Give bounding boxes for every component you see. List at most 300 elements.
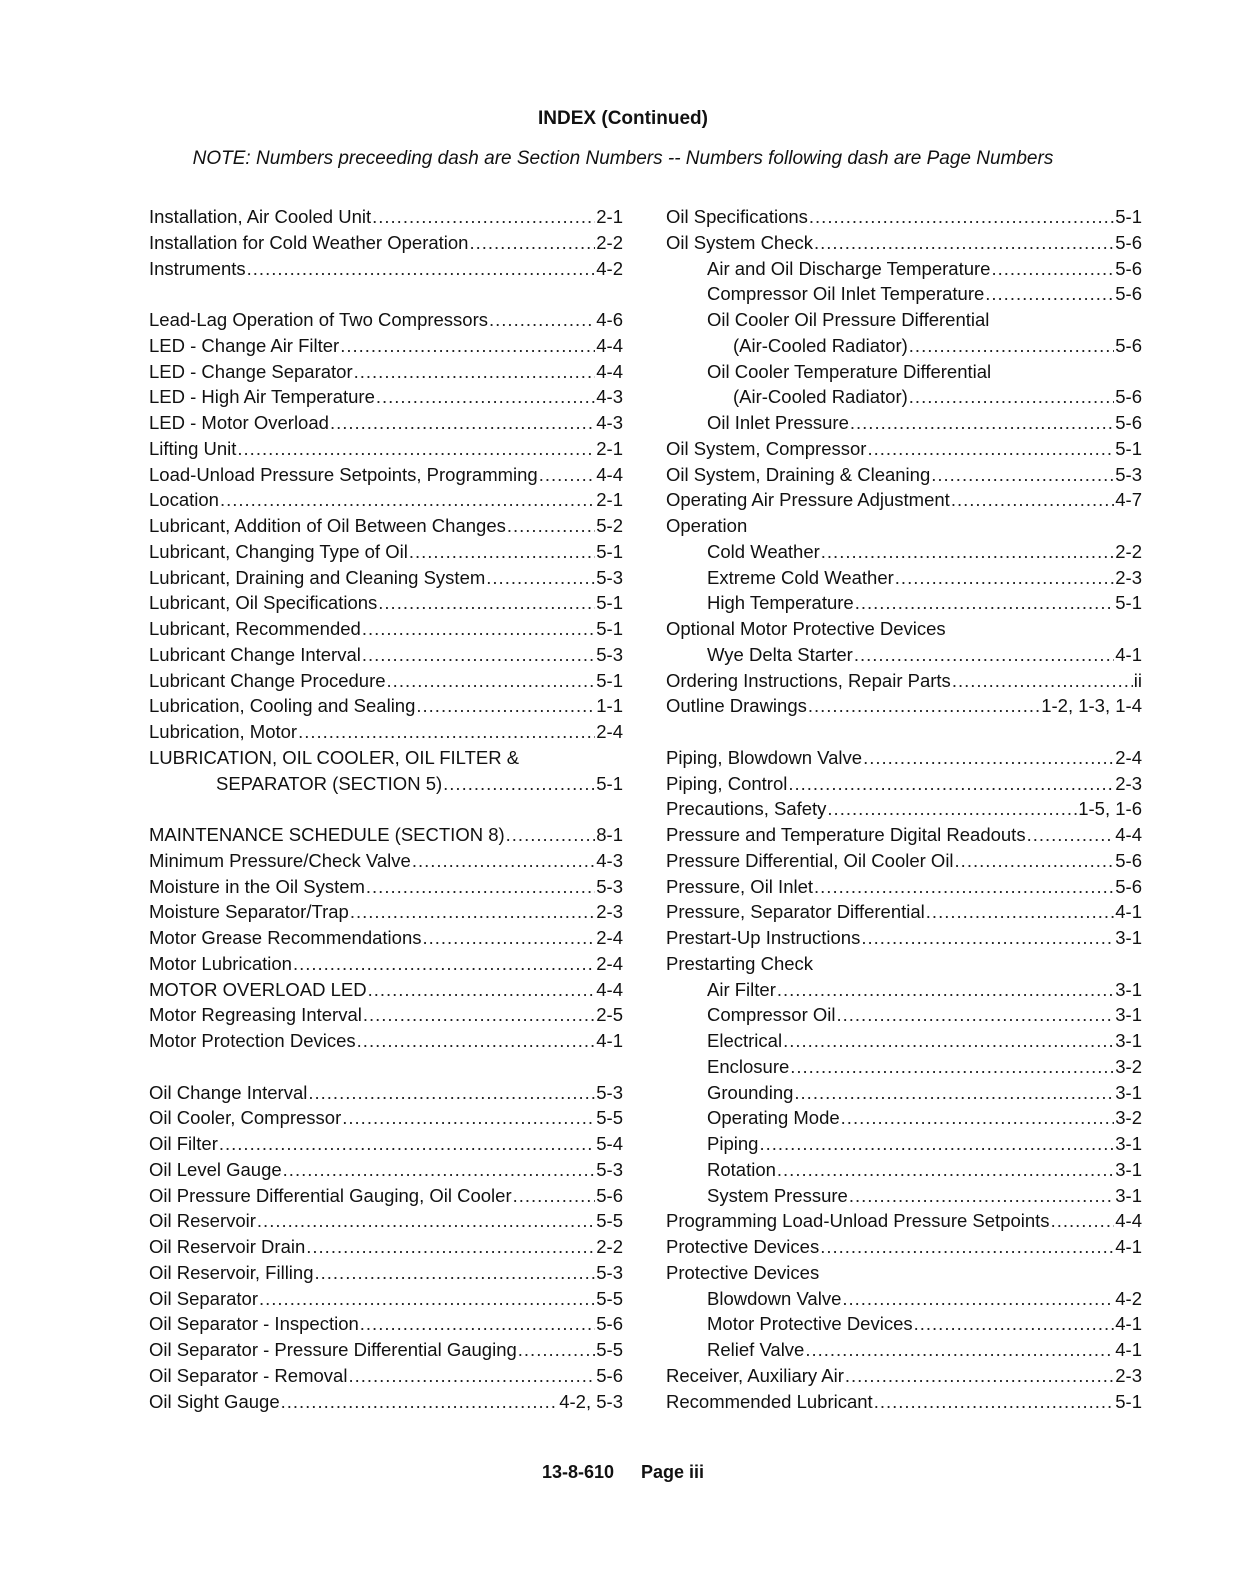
index-entry-page: 2-1 bbox=[596, 206, 623, 227]
index-entry-label: LED - High Air Temperature bbox=[149, 386, 375, 408]
dot-leader bbox=[909, 384, 1114, 410]
dot-leader bbox=[330, 410, 595, 436]
dot-leader bbox=[951, 487, 1114, 513]
dot-leader bbox=[283, 1157, 596, 1183]
index-entry bbox=[149, 487, 623, 513]
dot-leader bbox=[809, 204, 1114, 230]
index-entry-page: 4-3 bbox=[596, 412, 623, 433]
dot-leader bbox=[412, 848, 595, 874]
index-entry-page: 4-4 bbox=[596, 360, 623, 382]
dot-leader bbox=[914, 1311, 1115, 1337]
dot-leader bbox=[257, 1208, 595, 1234]
index-entry-page: 4-1 bbox=[596, 1030, 623, 1051]
index-entry bbox=[666, 333, 1142, 359]
dot-leader bbox=[759, 1131, 1114, 1157]
index-entry bbox=[149, 1183, 623, 1209]
index-entry bbox=[149, 1286, 623, 1312]
index-entry-page: 5-5 bbox=[596, 1210, 623, 1232]
index-entry bbox=[149, 204, 623, 230]
index-entry-page: 5-1 bbox=[1115, 437, 1142, 459]
dot-leader bbox=[539, 462, 596, 488]
index-entry-label: Oil Separator - Removal bbox=[149, 1364, 348, 1386]
dot-leader bbox=[362, 616, 595, 642]
index-entry bbox=[666, 1131, 1142, 1157]
index-entry-page: 4-1 bbox=[1115, 1236, 1142, 1257]
index-entry bbox=[666, 204, 1142, 230]
index-entry bbox=[666, 256, 1142, 282]
index-entry-page: 3-1 bbox=[1115, 1158, 1142, 1180]
index-entry bbox=[149, 590, 623, 616]
index-entry-label: Grounding bbox=[707, 1081, 794, 1103]
dot-leader bbox=[845, 1363, 1114, 1389]
index-entry bbox=[666, 1157, 1142, 1183]
dot-leader bbox=[909, 333, 1114, 359]
index-entry-label: Oil Reservoir Drain bbox=[149, 1236, 306, 1257]
index-entry-label: Pressure and Temperature Digital Readouts bbox=[666, 824, 1026, 845]
index-entry-label: Operation bbox=[666, 515, 748, 536]
index-entry bbox=[666, 307, 1142, 333]
dot-leader bbox=[895, 565, 1114, 591]
index-entry-page: 2-2 bbox=[596, 1236, 623, 1257]
dot-leader bbox=[820, 1234, 1114, 1260]
dot-leader bbox=[867, 436, 1114, 462]
dot-leader bbox=[387, 668, 596, 694]
index-entry-page: 4-1 bbox=[1115, 1339, 1142, 1360]
index-entry-label: Oil Separator bbox=[149, 1287, 258, 1309]
index-entry-label: Minimum Pressure/Check Valve bbox=[149, 849, 411, 871]
index-entry-page: 3-1 bbox=[1115, 927, 1142, 948]
index-entry-page: 5-6 bbox=[1115, 412, 1142, 433]
index-entry bbox=[149, 384, 623, 410]
index-entry-page: 5-3 bbox=[596, 1081, 623, 1103]
index-entry-label: Piping, Blowdown Valve bbox=[666, 746, 863, 768]
index-entry-page: 1-5, 1-6 bbox=[1078, 798, 1142, 820]
index-entry-label: Electrical bbox=[707, 1030, 783, 1051]
index-entry-page: 8-1 bbox=[596, 824, 623, 845]
index-entry-label: Wye Delta Starter bbox=[707, 643, 853, 665]
index-entry bbox=[149, 719, 623, 745]
index-entry-label: Outline Drawings bbox=[666, 695, 807, 717]
index-entry-label: Piping bbox=[707, 1133, 759, 1154]
index-entry-label: Motor Regreasing Interval bbox=[149, 1004, 362, 1026]
dot-leader bbox=[219, 1131, 595, 1157]
index-entry-page: 5-1 bbox=[1115, 1390, 1142, 1412]
index-entry-page: 5-6 bbox=[1115, 849, 1142, 871]
index-entry-page: 5-5 bbox=[596, 1287, 623, 1309]
index-entry-page: 5-6 bbox=[596, 1184, 623, 1206]
index-entry bbox=[666, 925, 1142, 951]
index-entry bbox=[666, 1028, 1142, 1054]
index-entry-label: LUBRICATION, OIL COOLER, OIL FILTER & bbox=[149, 746, 520, 768]
index-entry bbox=[149, 1260, 623, 1286]
index-entry-label: LED - Motor Overload bbox=[149, 412, 329, 433]
dot-leader bbox=[513, 1183, 596, 1209]
index-entry bbox=[666, 359, 1142, 385]
dot-leader bbox=[340, 333, 595, 359]
index-entry-label: (Air-Cooled Radiator) bbox=[733, 334, 908, 356]
index-entry bbox=[666, 642, 1142, 668]
index-entry bbox=[149, 307, 623, 333]
index-entry-page: ii bbox=[1133, 669, 1142, 691]
index-entry-page: 2-3 bbox=[1115, 566, 1142, 588]
dot-leader bbox=[378, 590, 595, 616]
dot-leader bbox=[443, 771, 595, 797]
index-entry bbox=[666, 1234, 1142, 1260]
dot-leader bbox=[247, 256, 596, 282]
index-entry bbox=[149, 874, 623, 900]
dot-leader bbox=[360, 1311, 595, 1337]
index-entry-page: 5-6 bbox=[1115, 386, 1142, 408]
index-entry bbox=[666, 1363, 1142, 1389]
dot-leader bbox=[298, 719, 595, 745]
index-entry bbox=[149, 513, 623, 539]
index-entry-label: LED - Change Separator bbox=[149, 360, 353, 382]
dot-leader bbox=[805, 1337, 1114, 1363]
index-entry-page: 5-1 bbox=[1115, 592, 1142, 614]
index-entry bbox=[149, 1208, 623, 1234]
dot-leader bbox=[855, 590, 1115, 616]
index-entry-page: 5-6 bbox=[1115, 257, 1142, 279]
index-entry-label: High Temperature bbox=[707, 592, 854, 614]
index-note: NOTE: Numbers preceeding dash are Section Numbers -- Numbers following dash are Page Numbers bbox=[192, 148, 1054, 169]
index-entry-label: Compressor Oil bbox=[707, 1004, 836, 1026]
dot-leader bbox=[814, 230, 1114, 256]
dot-leader bbox=[837, 1002, 1115, 1028]
dot-leader bbox=[506, 822, 596, 848]
dot-leader bbox=[861, 925, 1114, 951]
index-entry-page: 3-1 bbox=[1115, 1184, 1142, 1206]
dot-leader bbox=[874, 1389, 1115, 1415]
index-entry-page: 5-6 bbox=[1115, 231, 1142, 253]
dot-leader bbox=[777, 1157, 1114, 1183]
index-entry bbox=[149, 616, 623, 642]
index-entry bbox=[149, 1363, 623, 1389]
dot-leader bbox=[354, 359, 596, 385]
index-entry bbox=[666, 745, 1142, 771]
index-entry bbox=[149, 1131, 623, 1157]
index-entry-page: 4-1 bbox=[1115, 643, 1142, 665]
index-entry-page: 3-1 bbox=[1115, 1030, 1142, 1051]
index-entry bbox=[666, 1260, 1142, 1286]
dot-leader bbox=[422, 925, 595, 951]
index-entry-label: Oil Reservoir, Filling bbox=[149, 1261, 314, 1283]
index-entry-label: Oil Specifications bbox=[666, 206, 808, 227]
index-entry bbox=[149, 462, 623, 488]
index-entry-label: Lubricant, Addition of Oil Between Changes bbox=[149, 515, 506, 536]
index-entry bbox=[666, 1337, 1142, 1363]
index-entry-page: 5-4 bbox=[596, 1133, 623, 1154]
dot-leader bbox=[849, 1183, 1114, 1209]
index-entry bbox=[666, 899, 1142, 925]
index-entry-label: Lubricant, Draining and Cleaning System bbox=[149, 566, 486, 588]
index-entry bbox=[666, 565, 1142, 591]
dot-leader bbox=[372, 204, 595, 230]
index-entry bbox=[149, 1337, 623, 1363]
index-entry-page: 2-4 bbox=[1115, 746, 1142, 768]
index-entry-page: 4-1 bbox=[1115, 1313, 1142, 1335]
dot-leader bbox=[827, 796, 1077, 822]
index-entry-label: Receiver, Auxiliary Air bbox=[666, 1364, 844, 1386]
dot-leader bbox=[366, 874, 595, 900]
dot-leader bbox=[991, 256, 1114, 282]
index-entry bbox=[149, 693, 623, 719]
index-entry-page: 2-4 bbox=[596, 721, 623, 742]
dot-leader bbox=[507, 513, 595, 539]
index-entry bbox=[666, 410, 1142, 436]
index-entry-page: 2-1 bbox=[596, 437, 623, 459]
index-right-column bbox=[666, 204, 1142, 1414]
dot-leader bbox=[788, 771, 1114, 797]
dot-leader bbox=[808, 693, 1040, 719]
blank-row bbox=[149, 281, 623, 307]
index-entry-label: Optional Motor Protective Devices bbox=[666, 618, 946, 639]
index-entry-page: 2-1 bbox=[596, 489, 623, 511]
index-entry bbox=[666, 1286, 1142, 1312]
index-entry-page: 3-1 bbox=[1115, 978, 1142, 1000]
index-entry-label: Location bbox=[149, 489, 219, 511]
blank-row bbox=[149, 796, 623, 822]
index-entry-label: Piping, Control bbox=[666, 772, 788, 794]
index-entry-page: 4-2 bbox=[596, 257, 623, 279]
index-entry bbox=[666, 1208, 1142, 1234]
index-entry bbox=[666, 951, 1142, 977]
index-entry-label: Oil System, Draining & Cleaning bbox=[666, 463, 931, 485]
index-entry-page: 5-3 bbox=[1115, 463, 1142, 485]
index-entry-label: Oil Pressure Differential Gauging, Oil Cooler bbox=[149, 1184, 512, 1206]
index-entry-label: Oil Separator - Inspection bbox=[149, 1313, 359, 1335]
index-entry-label: Load-Unload Pressure Setpoints, Programming bbox=[149, 463, 538, 485]
index-entry-label: Motor Grease Recommendations bbox=[149, 927, 422, 948]
index-entry-label: Lubricant Change Procedure bbox=[149, 669, 386, 691]
dot-leader bbox=[259, 1286, 595, 1312]
dot-leader bbox=[308, 1080, 595, 1106]
index-entry-label: System Pressure bbox=[707, 1184, 848, 1206]
index-entry bbox=[666, 513, 1142, 539]
index-entry bbox=[149, 1080, 623, 1106]
dot-leader bbox=[854, 642, 1114, 668]
index-entry bbox=[149, 951, 623, 977]
index-entry bbox=[666, 1105, 1142, 1131]
index-entry bbox=[149, 565, 623, 591]
index-entry-page: 5-3 bbox=[596, 566, 623, 588]
index-entry bbox=[666, 848, 1142, 874]
index-entry-page: 4-6 bbox=[596, 309, 623, 330]
index-entry bbox=[666, 874, 1142, 900]
index-entry-page: 5-3 bbox=[596, 875, 623, 897]
dot-leader bbox=[350, 899, 595, 925]
dot-leader bbox=[985, 281, 1114, 307]
index-entry bbox=[666, 487, 1142, 513]
index-entry-label: Lifting Unit bbox=[149, 437, 237, 459]
index-entry bbox=[666, 668, 1142, 694]
index-entry bbox=[666, 977, 1142, 1003]
dot-leader bbox=[821, 539, 1114, 565]
index-entry-page: 5-3 bbox=[596, 1158, 623, 1180]
index-entry-label: Air Filter bbox=[707, 978, 776, 1000]
dot-leader bbox=[841, 1105, 1115, 1131]
index-entry bbox=[149, 333, 623, 359]
index-entry-page: 5-6 bbox=[1115, 875, 1142, 897]
dot-leader bbox=[220, 487, 595, 513]
index-entry-label: Recommended Lubricant bbox=[666, 1390, 873, 1412]
index-entry bbox=[149, 925, 623, 951]
dot-leader bbox=[489, 307, 595, 333]
index-entry-label: Lubrication, Cooling and Sealing bbox=[149, 695, 416, 717]
index-entry-page: 3-1 bbox=[1115, 1133, 1142, 1154]
index-entry bbox=[149, 642, 623, 668]
index-entry-label: Oil Reservoir bbox=[149, 1210, 256, 1232]
index-entry-page: 3-1 bbox=[1115, 1004, 1142, 1026]
dot-leader bbox=[342, 1105, 595, 1131]
dot-leader bbox=[469, 230, 595, 256]
dot-leader bbox=[952, 668, 1133, 694]
dot-leader bbox=[777, 977, 1114, 1003]
index-entry bbox=[666, 436, 1142, 462]
index-entry bbox=[149, 436, 623, 462]
index-title: INDEX (Continued) bbox=[538, 108, 708, 129]
index-entry-page: 2-5 bbox=[596, 1004, 623, 1026]
dot-leader bbox=[850, 410, 1114, 436]
dot-leader bbox=[814, 874, 1114, 900]
index-entry-label: Prestarting Check bbox=[666, 952, 814, 974]
index-entry-label: MOTOR OVERLOAD LED bbox=[149, 978, 367, 1000]
index-entry bbox=[666, 1002, 1142, 1028]
index-entry-label: Lead-Lag Operation of Two Compressors bbox=[149, 309, 489, 330]
index-entry-label: Motor Protection Devices bbox=[149, 1030, 356, 1051]
index-entry bbox=[149, 410, 623, 436]
index-entry-page: 5-6 bbox=[596, 1313, 623, 1335]
page-number: Page iii bbox=[641, 1462, 705, 1482]
index-entry bbox=[149, 1002, 623, 1028]
index-entry-page: 2-4 bbox=[596, 927, 623, 948]
index-entry-page: 5-6 bbox=[1115, 334, 1142, 356]
index-entry-label: Oil Sight Gauge bbox=[149, 1390, 280, 1412]
index-entry-label: Pressure, Separator Differential bbox=[666, 901, 925, 923]
index-entry bbox=[149, 668, 623, 694]
index-entry-label: Oil Separator - Pressure Differential Gauging bbox=[149, 1339, 517, 1360]
index-entry-page: 3-1 bbox=[1115, 1081, 1142, 1103]
index-entry-label: Oil System, Compressor bbox=[666, 437, 867, 459]
index-entry bbox=[149, 1105, 623, 1131]
dot-leader bbox=[376, 384, 595, 410]
index-entry-label: Ordering Instructions, Repair Parts bbox=[666, 669, 951, 691]
index-entry-label: Compressor Oil Inlet Temperature bbox=[707, 283, 985, 305]
index-entry-page: 4-4 bbox=[596, 334, 623, 356]
index-entry bbox=[666, 796, 1142, 822]
index-entry-page: 2-2 bbox=[596, 231, 623, 253]
index-entry-page: 3-2 bbox=[1115, 1055, 1142, 1077]
index-entry-label: Installation, Air Cooled Unit bbox=[149, 206, 372, 227]
index-entry bbox=[666, 1183, 1142, 1209]
index-entry-page: 4-3 bbox=[596, 386, 623, 408]
index-entry bbox=[149, 745, 623, 771]
dot-leader bbox=[842, 1286, 1114, 1312]
index-entry-label: Pressure, Oil Inlet bbox=[666, 875, 814, 897]
index-entry-page: 5-6 bbox=[596, 1364, 623, 1386]
index-entry-label: (Air-Cooled Radiator) bbox=[733, 386, 908, 408]
index-entry-label: Operating Mode bbox=[707, 1107, 840, 1129]
blank-row bbox=[149, 1054, 623, 1080]
index-entry-label: Oil Filter bbox=[149, 1133, 218, 1154]
index-entry bbox=[666, 539, 1142, 565]
index-entry bbox=[149, 1157, 623, 1183]
index-entry bbox=[666, 230, 1142, 256]
index-entry-page: 4-4 bbox=[1115, 824, 1142, 845]
index-entry bbox=[149, 1311, 623, 1337]
dot-leader bbox=[518, 1337, 595, 1363]
index-entry-label: Protective Devices bbox=[666, 1236, 820, 1257]
index-entry-label: Lubricant Change Interval bbox=[149, 643, 361, 665]
index-entry-label: Prestart-Up Instructions bbox=[666, 927, 861, 948]
index-entry-page: 2-3 bbox=[596, 901, 623, 923]
index-entry-page: 4-4 bbox=[596, 978, 623, 1000]
index-entry-label: Oil Level Gauge bbox=[149, 1158, 282, 1180]
index-entry bbox=[149, 1028, 623, 1054]
index-entry bbox=[149, 539, 623, 565]
dot-leader bbox=[416, 693, 595, 719]
index-entry-page: 5-5 bbox=[596, 1339, 623, 1360]
index-entry-page: 5-1 bbox=[596, 592, 623, 614]
blank-row bbox=[666, 719, 1142, 745]
index-entry-page: 4-7 bbox=[1115, 489, 1142, 511]
index-entry-label: Moisture in the Oil System bbox=[149, 875, 365, 897]
dot-leader bbox=[409, 539, 595, 565]
index-entry bbox=[666, 616, 1142, 642]
dot-leader bbox=[955, 848, 1115, 874]
index-entry-page: 4-2, 5-3 bbox=[559, 1390, 623, 1412]
dot-leader bbox=[783, 1028, 1114, 1054]
index-entry-label: Blowdown Valve bbox=[707, 1287, 842, 1309]
dot-leader bbox=[790, 1054, 1114, 1080]
index-entry-label: Lubricant, Recommended bbox=[149, 618, 361, 639]
index-entry bbox=[149, 359, 623, 385]
dot-leader bbox=[1051, 1208, 1115, 1234]
index-entry-label: Motor Lubrication bbox=[149, 952, 292, 974]
index-entry-page: 4-3 bbox=[596, 849, 623, 871]
index-entry bbox=[666, 1311, 1142, 1337]
index-entry-page: 5-3 bbox=[596, 643, 623, 665]
index-entry bbox=[666, 1389, 1142, 1415]
index-entry bbox=[666, 771, 1142, 797]
index-entry-page: 5-1 bbox=[596, 772, 623, 794]
dot-leader bbox=[306, 1234, 595, 1260]
index-entry-label: Installation for Cold Weather Operation bbox=[149, 231, 469, 253]
index-entry bbox=[666, 693, 1142, 719]
dot-leader bbox=[315, 1260, 596, 1286]
index-entry-label: Oil Cooler Oil Pressure Differential bbox=[707, 309, 990, 330]
index-entry-page: 4-1 bbox=[1115, 901, 1142, 923]
index-entry-label: Programming Load-Unload Pressure Setpoints bbox=[666, 1210, 1050, 1232]
index-entry-label: Operating Air Pressure Adjustment bbox=[666, 489, 950, 511]
index-entry-label: Pressure Differential, Oil Cooler Oil bbox=[666, 849, 954, 871]
index-entry-label: Moisture Separator/Trap bbox=[149, 901, 349, 923]
index-entry bbox=[149, 1234, 623, 1260]
index-entry-page: 1-1 bbox=[596, 695, 623, 717]
index-entry-label: Oil Cooler Temperature Differential bbox=[707, 360, 992, 382]
index-entry-label: MAINTENANCE SCHEDULE (SECTION 8) bbox=[149, 824, 505, 845]
dot-leader bbox=[362, 642, 595, 668]
index-entry-label: Lubricant, Oil Specifications bbox=[149, 592, 378, 614]
index-entry-label: Oil Cooler, Compressor bbox=[149, 1107, 342, 1129]
dot-leader bbox=[794, 1080, 1114, 1106]
index-entry-label: Lubricant, Changing Type of Oil bbox=[149, 540, 408, 562]
dot-leader bbox=[281, 1389, 559, 1415]
dot-leader bbox=[863, 745, 1114, 771]
index-entry-page: 5-1 bbox=[596, 669, 623, 691]
dot-leader bbox=[357, 1028, 596, 1054]
dot-leader bbox=[931, 462, 1114, 488]
index-entry-label: Extreme Cold Weather bbox=[707, 566, 894, 588]
